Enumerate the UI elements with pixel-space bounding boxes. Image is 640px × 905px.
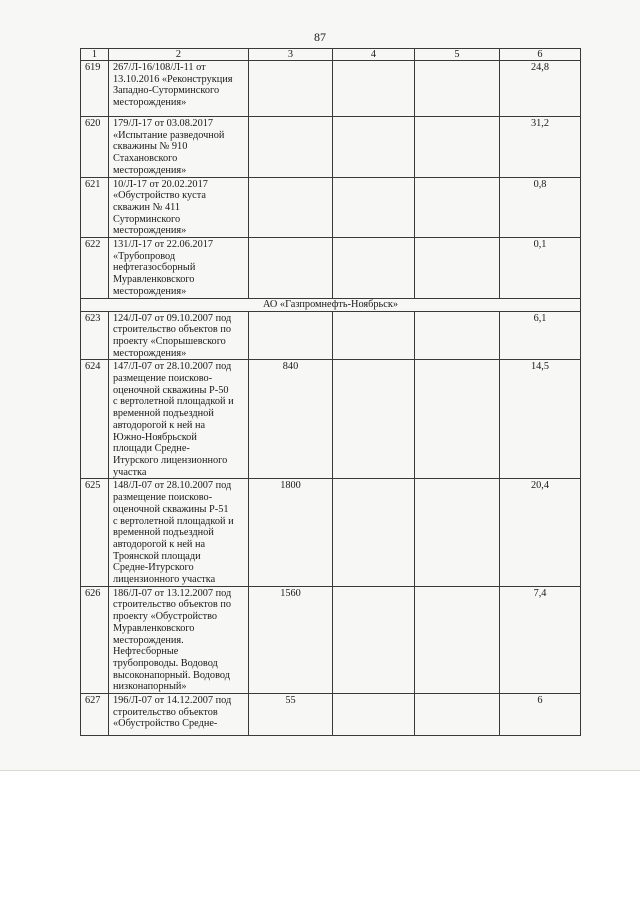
row-description: 179/Л-17 от 03.08.2017 «Испытание разведочной скважины № 910 Стахановского месторождения» [109,117,249,178]
row-number: 622 [81,238,109,299]
header-col-2: 2 [109,49,249,61]
row-number: 623 [81,311,109,360]
table-row [81,238,581,299]
row-col-3 [249,311,333,360]
row-description: 131/Л-17 от 22.06.2017 «Трубопровод нефтегазосборный Муравленковского месторождения» [109,238,249,299]
row-description: 10/Л-17 от 20.02.2017 «Обустройство куста скважин № 411 Суторминского месторождения» [109,177,249,238]
page-number: 87 [314,30,326,44]
row-description: 147/Л-07 от 28.10.2007 под размещение поисково- оценочной скважины Р-50 с вертолетной площадкой и временной подъездной автодорогой к ней на Южно-Ноябрьской площади Средне- Итурского лицензионного участка [109,360,249,479]
row-number: 620 [81,117,109,178]
row-number: 619 [81,61,109,117]
row-col-3 [249,177,333,238]
table-row [81,586,581,693]
row-col-5 [415,479,500,586]
row-col-5 [415,694,500,736]
row-col-3 [249,238,333,299]
row-col-5 [415,360,500,479]
row-col-6: 7,4 [500,586,581,693]
row-col-6: 6,1 [500,311,581,360]
row-description: 124/Л-07 от 09.10.2007 под строительство объектов по проекту «Спорышевского месторождения» [109,311,249,360]
header-col-4: 4 [333,49,415,61]
row-col-4 [333,694,415,736]
row-col-4 [333,177,415,238]
row-col-4 [333,311,415,360]
row-col-4 [333,61,415,117]
row-description: 267/Л-16/108/Л-11 от 13.10.2016 «Реконструкция Западно-Суторминского месторождения» [109,61,249,117]
row-col-3 [249,61,333,117]
row-col-4 [333,238,415,299]
table-row [81,479,581,586]
row-col-6: 24,8 [500,61,581,117]
row-description: 186/Л-07 от 13.12.2007 под строительство объектов по проекту «Обустройство Муравленковского месторождения. Нефтесборные трубопроводы. Водовод высоконапорный. Водовод низконапорный» [109,586,249,693]
row-col-5 [415,311,500,360]
row-col-6: 6 [500,694,581,736]
row-col-6: 0,1 [500,238,581,299]
row-col-6: 20,4 [500,479,581,586]
row-col-5 [415,177,500,238]
row-col-3: 1800 [249,479,333,586]
row-col-5 [415,117,500,178]
row-col-5 [415,61,500,117]
row-col-4 [333,586,415,693]
row-col-4 [333,360,415,479]
table-row [81,117,581,178]
row-number: 627 [81,694,109,736]
row-description: 148/Л-07 от 28.10.2007 под размещение поисково- оценочной скважины Р-51 с вертолетной площадкой и временной подъездной автодорогой к ней на Троянской площади Средне-Итурского лицензионного участка [109,479,249,586]
row-number: 626 [81,586,109,693]
table-row [81,311,581,360]
row-number: 625 [81,479,109,586]
row-col-3: 1560 [249,586,333,693]
row-number: 621 [81,177,109,238]
table-row [81,61,581,117]
row-col-4 [333,117,415,178]
row-number: 624 [81,360,109,479]
data-table [80,48,581,736]
row-col-3: 55 [249,694,333,736]
row-col-3 [249,117,333,178]
row-description: 196/Л-07 от 14.12.2007 под строительство объектов «Обустройство Средне- [109,694,249,736]
table-row [81,694,581,736]
header-col-5: 5 [415,49,500,61]
section-title: АО «Газпромнефть-Ноябрьск» [81,298,581,311]
table-row [81,177,581,238]
header-col-3: 3 [249,49,333,61]
row-col-6: 0,8 [500,177,581,238]
table-header-row [81,49,581,61]
table-row [81,360,581,479]
section-header-row [81,298,581,311]
row-col-5 [415,586,500,693]
header-col-6: 6 [500,49,581,61]
header-col-1: 1 [81,49,109,61]
row-col-5 [415,238,500,299]
row-col-6: 14,5 [500,360,581,479]
row-col-4 [333,479,415,586]
row-col-6: 31,2 [500,117,581,178]
row-col-3: 840 [249,360,333,479]
